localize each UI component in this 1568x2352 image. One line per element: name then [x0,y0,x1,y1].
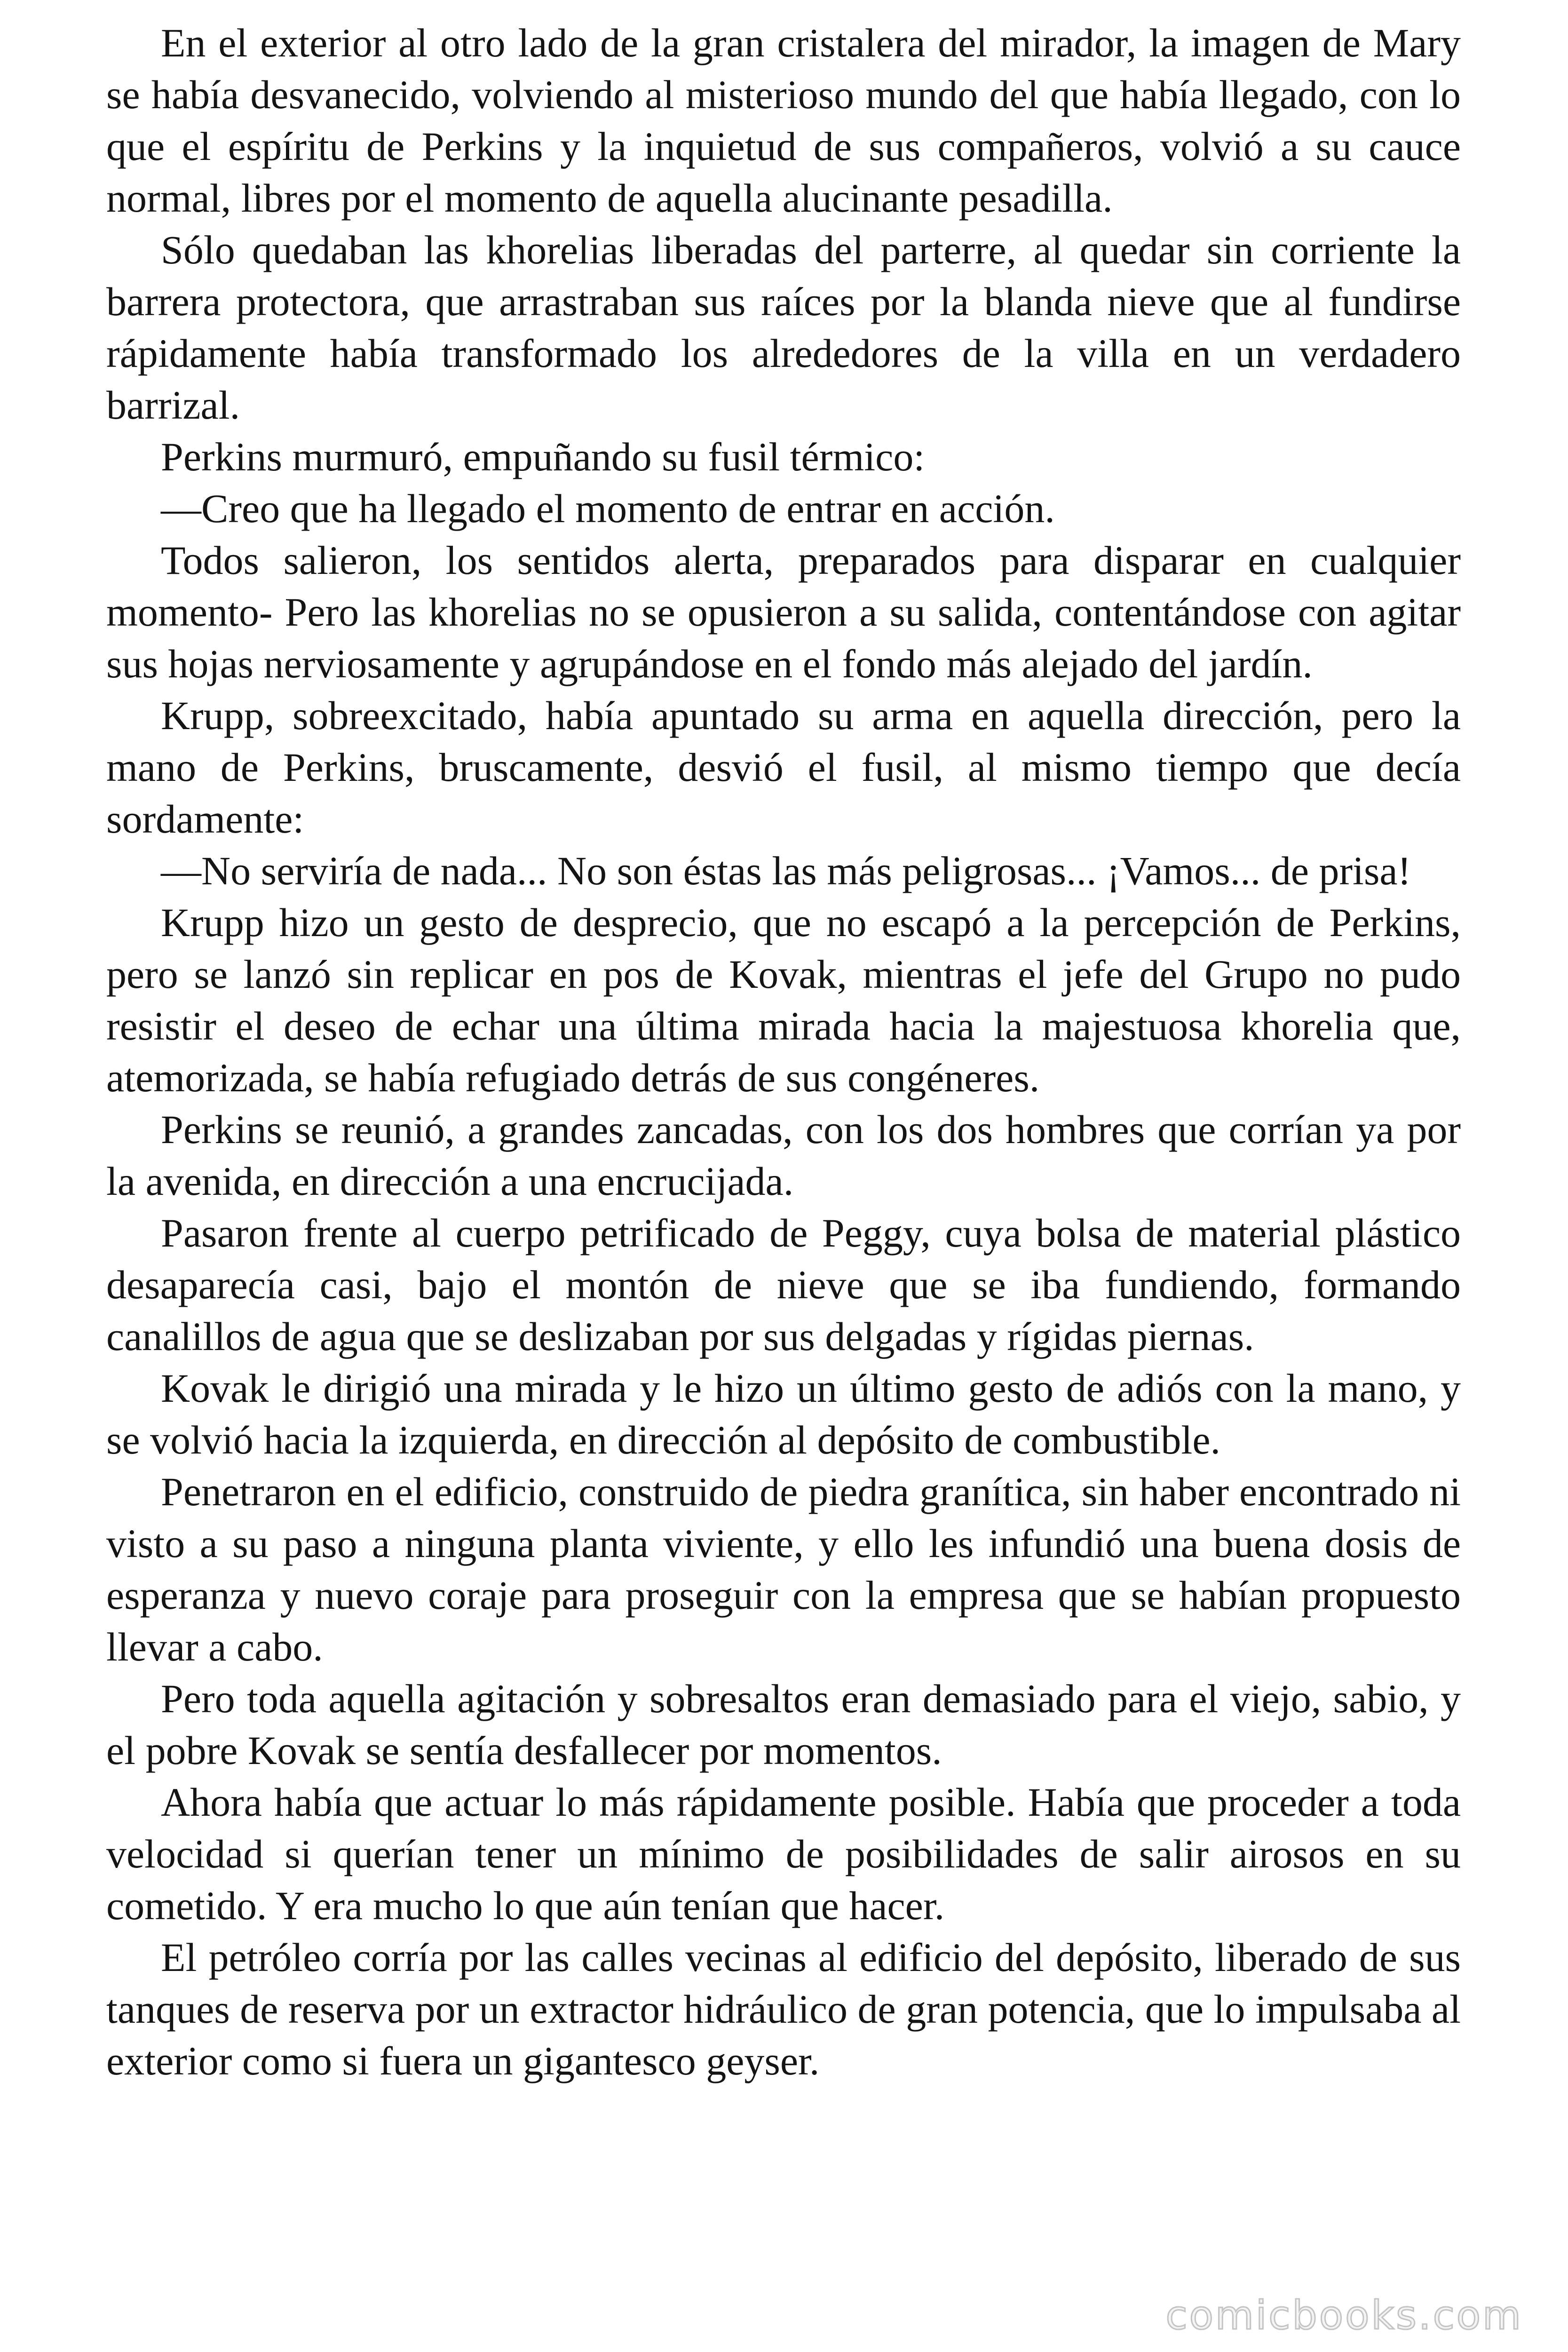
paragraph: Sólo quedaban las khorelias liberadas del parterre, al quedar sin corriente la barrera protectora, que arrastraban sus raíces por la blanda nieve que al fundirse rápidamente había transformado los alrededores de la villa en un verdadero barrizal. [106,227,1461,428]
paragraph: Penetraron en el edificio, construido de piedra granítica, sin haber encontrado ni visto a su paso a ninguna planta viviente, y ello les infundió una buena dosis de esperanza y nuevo coraje para proseguir con la empresa que se habían propuesto llevar a cabo. [106,1469,1461,1669]
paragraph: Perkins murmuró, empuñando su fusil térmico: [161,434,925,479]
paragraph: Kovak le dirigió una mirada y le hizo un último gesto de adiós con la mano, y se volvió hacia la izquierda, en dirección al depósito de combustible. [106,1366,1461,1462]
paragraph: En el exterior al otro lado de la gran cristalera del mirador, la imagen de Mary se había desvanecido, volviendo al misterioso mundo del que había llegado, con lo que el espíritu de Perkins y la inquietud de sus compañeros, volvió a su cauce normal, libres por el momento de aquella alucinante pesadilla. [106,20,1461,221]
paragraph: Pero toda aquella agitación y sobresaltos eran demasiado para el viejo, sabio, y el pobre Kovak se sentía desfallecer por momentos. [106,1676,1461,1773]
paragraph: Pasaron frente al cuerpo petrificado de Peggy, cuya bolsa de material plástico desaparecía casi, bajo el montón de nieve que se iba fundiendo, formando canalillos de agua que se deslizaban por sus delgadas y rígidas piernas. [106,1210,1461,1359]
page-body [106,17,1461,2087]
paragraph: Krupp hizo un gesto de desprecio, que no escapó a la percepción de Perkins, pero se lanzó sin replicar en pos de Kovak, mientras el jefe del Grupo no pudo resistir el deseo de echar una última mirada hacia la majestuosa khorelia que, atemorizada, se había refugiado detrás de sus congéneres. [106,900,1461,1100]
paragraph: Ahora había que actuar lo más rápidamente posible. Había que proceder a toda velocidad si querían tener un mínimo de posibilidades de salir airosos en su cometido. Y era mucho lo que aún tenían que hacer. [106,1780,1461,1928]
paragraph: Perkins se reunió, a grandes zancadas, con los dos hombres que corrían ya por la avenida, en dirección a una encrucijada. [106,1107,1461,1204]
watermark: comicbooks.com [1165,2292,1523,2338]
paragraph: —Creo que ha llegado el momento de entrar en acción. [161,486,1055,531]
paragraph: Todos salieron, los sentidos alerta, preparados para disparar en cualquier momento- Pero las khorelias no se opusieron a su salida, contentándose con agitar sus hojas nerviosamente y agrupándose en el fondo más alejado del jardín. [106,538,1461,686]
paragraph: Krupp, sobreexcitado, había apuntado su arma en aquella dirección, pero la mano de Perkins, bruscamente, desvió el fusil, al mismo tiempo que decía sordamente: [106,693,1461,842]
paragraph: El petróleo corría por las calles vecinas al edificio del depósito, liberado de sus tanques de reserva por un extractor hidráulico de gran potencia, que lo impulsaba al exterior como si fuera un gigantesco geyser. [106,1935,1461,2083]
paragraph: —No serviría de nada... No son éstas las más peligrosas... ¡Vamos... de prisa! [161,848,1411,893]
